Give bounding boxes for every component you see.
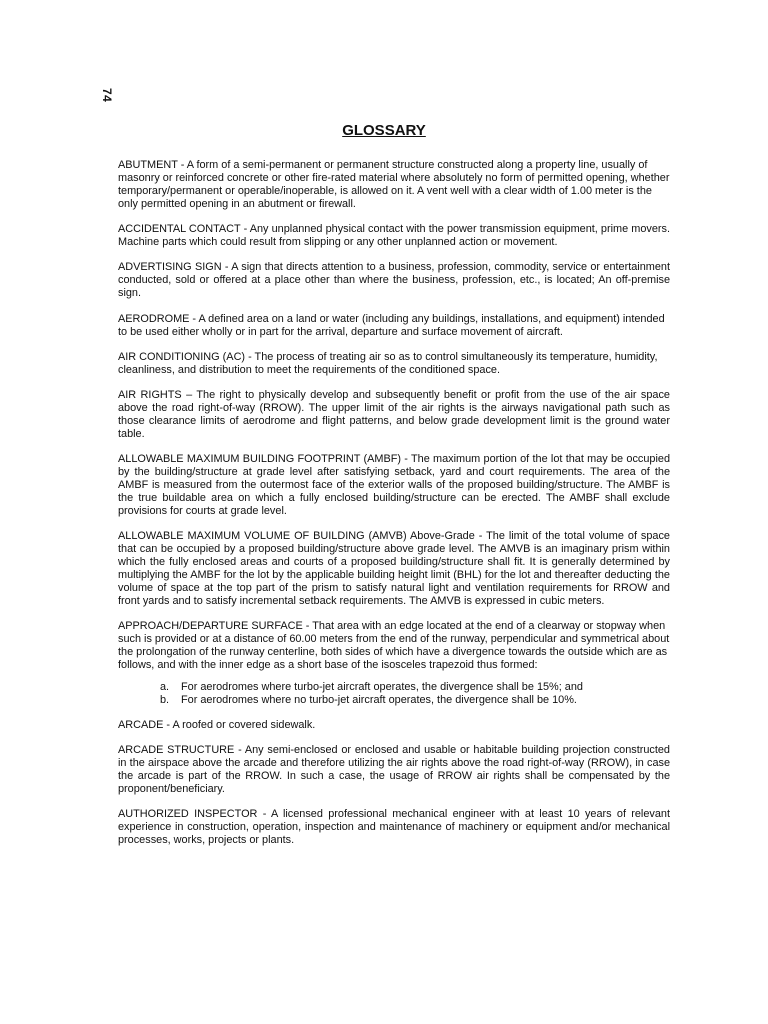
list-item: [118, 694, 670, 707]
page-number: 74: [100, 88, 114, 103]
glossary-entry-arcade-structure: ARCADE STRUCTURE - Any semi-enclosed or enclosed and usable or habitable building projection constructed in the airspace above the arcade and therefore utilizing the air rights above the road right-of-way (RROW), in case the arcade is part of the RROW. In such a case, the usage of RROW air rights shall be compensated by the proponent/beneficiary.: [118, 744, 670, 795]
glossary-entry-air-rights: AIR RIGHTS – The right to physically develop and subsequently benefit or profit from the use of the air space above the road right-of-way (RROW). The upper limit of the air rights is the airways navigational path such as those clearance limits of aerodrome and flight patterns, and below grade development limit is the ground water table.: [118, 389, 670, 440]
list-marker: b.: [160, 693, 170, 706]
glossary-body: [118, 159, 670, 860]
glossary-entry-approach-departure-surface: APPROACH/DEPARTURE SURFACE - That area with an edge located at the end of a clearway or stopway when such is provided or at a distance of 60.00 meters from the end of the runway, perpendicular and symmetrical about the prolongation of the runway centerline, both sides of which have a divergence towards the outside which are as follows, and with the inner edge as a short base of the isosceles trapezoid thus formed:: [118, 620, 670, 672]
approach-divergence-list: [118, 681, 670, 707]
glossary-entry-aerodrome: AERODROME - A defined area on a land or water (including any buildings, installations, and equipment) intended to be used either wholly or in part for the arrival, departure and surface movement of aircraft.: [118, 312, 665, 338]
glossary-entry-air-conditioning: AIR CONDITIONING (AC) - The process of treating air so as to control simultaneously its temperature, humidity, cleanliness, and distribution to meet the requirements of the conditioned space.: [118, 350, 658, 376]
list-marker: a.: [160, 681, 170, 693]
glossary-entry-amvb: ALLOWABLE MAXIMUM VOLUME OF BUILDING (AMVB) Above-Grade - The limit of the total volume of space that can be occupied by a proposed building/structure above grade level. The AMVB is an imaginary prism within which the fully enclosed areas and courts of a proposed building/structure shall fit. It is generally determined by multiplying the AMBF for the lot by the applicable building height limit (BHL) for the lot and thereafter deducting the volume of space at the top part of the prism to satisfy natural light and ventilation requirements for RROW and front yards and to satisfy incremental setback requirements. The AMVB is expressed in cubic meters.: [118, 530, 670, 607]
glossary-entry-ambf: ALLOWABLE MAXIMUM BUILDING FOOTPRINT (AMBF) - The maximum portion of the lot that may be occupied by the building/structure at grade level after satisfying setback, yard and court requirements. The area of the AMBF is measured from the outermost face of the exterior walls of the proposed building/structure. The AMBF is the true buildable area on which a fully enclosed building/structure can be erected. The AMBF shall exclude provisions for courts at grade level.: [118, 453, 670, 518]
list-item: [118, 681, 670, 694]
glossary-entry-abutment: ABUTMENT - A form of a semi-permanent or permanent structure constructed along a property line, usually of masonry or reinforced concrete or other fire-rated material where absolutely no form of permitted opening, whether temporary/permanent or operable/inoperable, is allowed on it. A vent well with a clear width of 1.00 meter is the only permitted opening in an abutment or firewall.: [118, 159, 670, 210]
list-item-text: For aerodromes where turbo-jet aircraft operates, the divergence shall be 15%; and: [181, 681, 583, 693]
page-title: GLOSSARY: [342, 122, 426, 139]
list-item-text: For aerodromes where no turbo-jet aircraft operates, the divergence shall be 10%.: [181, 693, 577, 706]
glossary-entry-advertising-sign: ADVERTISING SIGN - A sign that directs attention to a business, profession, commodity, service or entertainment conducted, sold or offered at a place other than where the business, profession, etc., is located; An off-premise sign.: [118, 261, 670, 300]
glossary-entry-accidental-contact: ACCIDENTAL CONTACT - Any unplanned physical contact with the power transmission equipment, prime movers. Machine parts which could result from slipping or any other unplanned action or movement.: [118, 223, 670, 249]
glossary-entry-authorized-inspector: AUTHORIZED INSPECTOR - A licensed professional mechanical engineer with at least 10 years of relevant experience in construction, operation, inspection and maintenance of machinery or equipment and/or mechanical processes, works, projects or plants.: [118, 808, 670, 847]
glossary-entry-arcade: ARCADE - A roofed or covered sidewalk.: [118, 718, 316, 731]
